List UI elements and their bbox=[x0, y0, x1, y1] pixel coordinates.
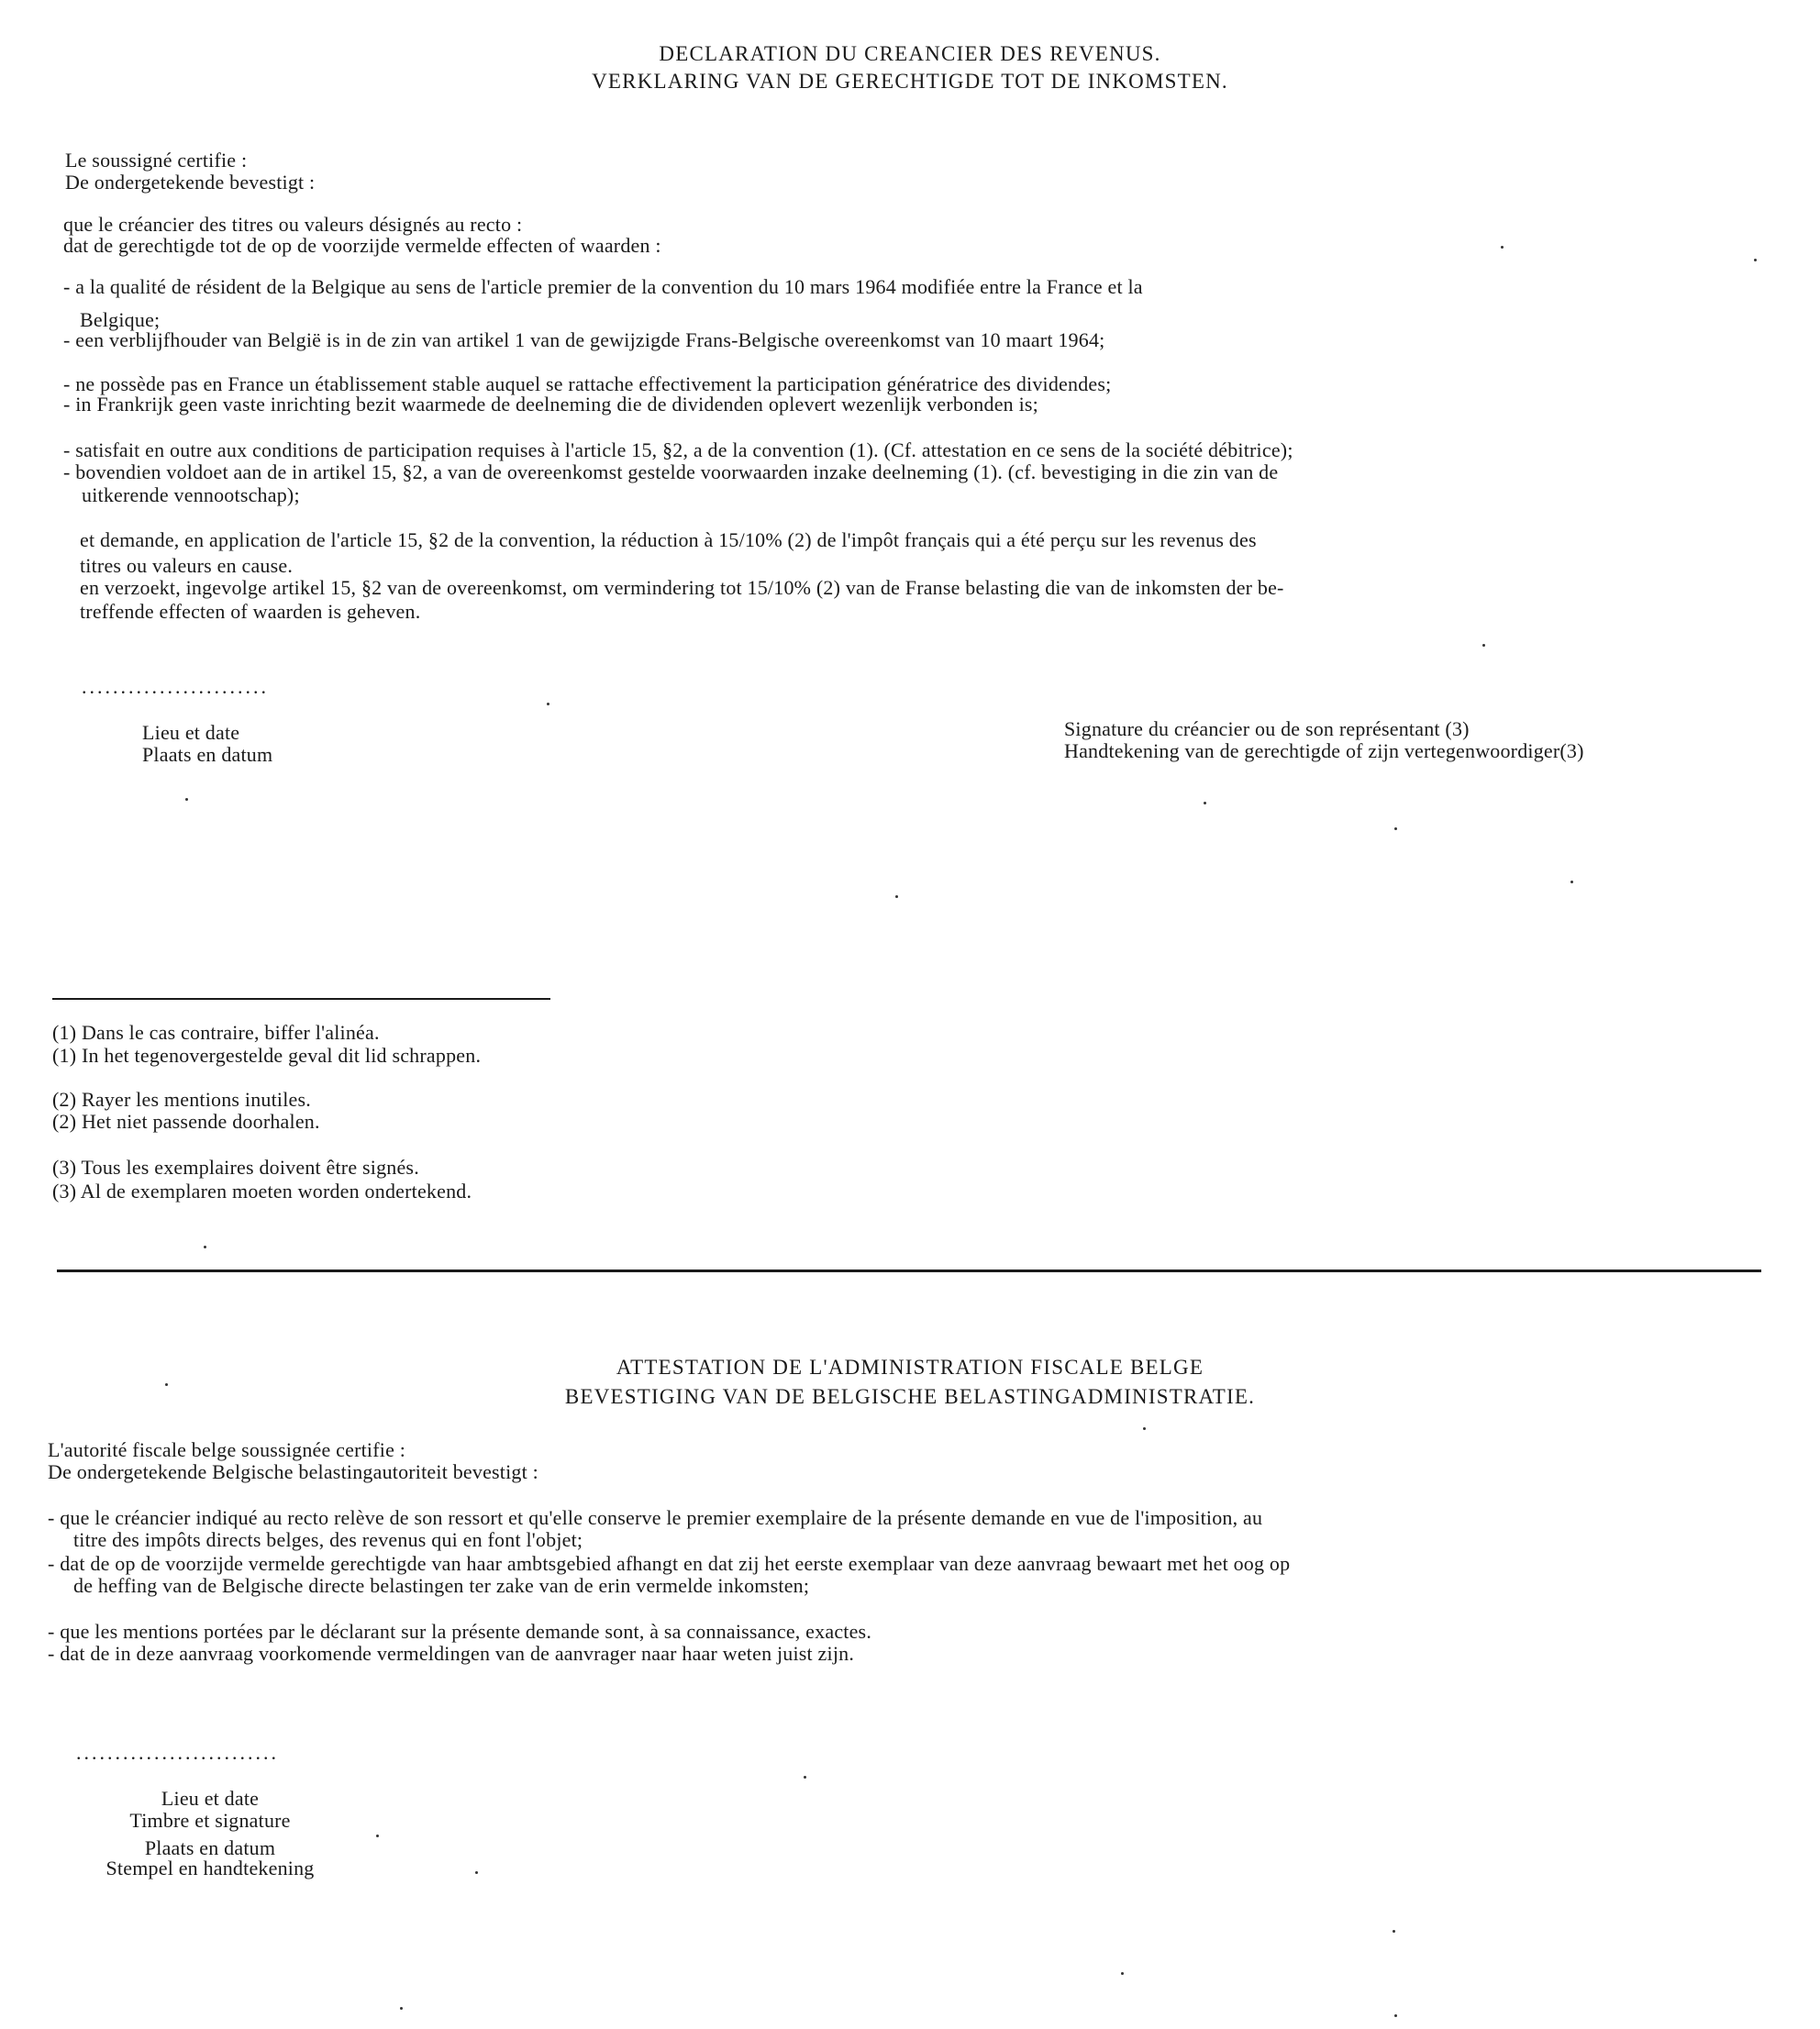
scan-speck bbox=[1143, 1427, 1146, 1430]
footnote-3-fr: (3) Tous les exemplaires doivent être signés. bbox=[52, 1156, 419, 1179]
scan-speck bbox=[1393, 1930, 1395, 1933]
attestation-intro-nl: De ondergetekende Belgische belastingautoriteit bevestigt : bbox=[48, 1460, 538, 1483]
scan-speck bbox=[185, 798, 188, 801]
attestation-place-date-fr: Lieu et date bbox=[161, 1787, 260, 1810]
item2-fr: - ne possède pas en France un établissement stable auquel se rattache effectivement la participation génératrice des dividendes; bbox=[63, 372, 1112, 395]
scan-speck bbox=[1394, 827, 1397, 830]
creditor-fr: que le créancier des titres ou valeurs désignés au recto : bbox=[63, 213, 523, 236]
request-fr-line1: et demande, en application de l'article 15, §2 de la convention, la réduction à 15/10% (2) de l'impôt français qui a été perçu sur les revenus des bbox=[80, 528, 1257, 551]
scan-speck bbox=[165, 1383, 168, 1386]
attestation-title-fr: ATTESTATION DE L'ADMINISTRATION FISCALE BELGE bbox=[616, 1356, 1204, 1379]
item2-nl: - in Frankrijk geen vaste inrichting bezit waarmede de deelneming die de dividenden oplevert wezenlijk verbonden is; bbox=[63, 393, 1038, 416]
request-nl-line2: treffende effecten of waarden is geheven. bbox=[80, 600, 421, 623]
declaration-title-fr: DECLARATION DU CREANCIER DES REVENUS. bbox=[659, 42, 1161, 65]
scan-speck bbox=[475, 1871, 478, 1874]
place-date-label-nl: Plaats en datum bbox=[142, 743, 273, 766]
scan-speck bbox=[400, 2007, 403, 2010]
footnote-2-nl: (2) Het niet passende doorhalen. bbox=[52, 1110, 320, 1133]
declaration-title-nl: VERKLARING VAN DE GERECHTIGDE TOT DE INKOMSTEN. bbox=[592, 70, 1228, 93]
attestation-intro-fr: L'autorité fiscale belge soussignée certifie : bbox=[48, 1438, 406, 1461]
attestation-item2-fr: - que les mentions portées par le déclarant sur la présente demande sont, à sa connaissance, exactes. bbox=[48, 1620, 872, 1643]
scan-speck bbox=[1204, 802, 1206, 804]
item3-nl-line2: uitkerende vennootschap); bbox=[82, 483, 300, 506]
attestation-item1-fr-line2: titre des impôts directs belges, des revenus qui en font l'objet; bbox=[73, 1528, 583, 1551]
section-divider bbox=[57, 1270, 1761, 1272]
attestation-item1-fr-line1: - que le créancier indiqué au recto relève de son ressort et qu'elle conserve le premier exemplaire de la présente demande en vue de l'imposition, au bbox=[48, 1506, 1263, 1529]
scan-speck bbox=[376, 1835, 379, 1837]
signature-label-fr: Signature du créancier ou de son représentant (3) bbox=[1064, 717, 1470, 740]
scan-speck bbox=[1394, 2014, 1397, 2017]
item3-nl-line1: - bovendien voldoet aan de in artikel 15, §2, a van de overeenkomst gestelde voorwaarden inzake deelneming (1). (cf. bevestiging in die zin van de bbox=[63, 460, 1279, 483]
attestation-dotted-line[interactable]: .......................... bbox=[76, 1741, 279, 1764]
attestation-stamp-nl: Stempel en handtekening bbox=[105, 1857, 315, 1879]
item1-fr-line1: - a la qualité de résident de la Belgique au sens de l'article premier de la convention du 10 mars 1964 modifiée entre la France et la bbox=[63, 275, 1143, 298]
footnote-1-fr: (1) Dans le cas contraire, biffer l'alinéa. bbox=[52, 1021, 380, 1044]
scan-speck bbox=[1570, 881, 1573, 883]
scan-speck bbox=[1482, 644, 1485, 647]
attestation-stamp-fr: Timbre et signature bbox=[129, 1809, 291, 1832]
attestation-item1-nl-line1: - dat de op de voorzijde vermelde gerechtigde van haar ambtsgebied afhangt en dat zij het eerste exemplaar van deze aanvraag bewaart met het oog op bbox=[48, 1552, 1291, 1575]
intro-fr: Le soussigné certifie : bbox=[65, 149, 248, 172]
item1-fr-line2: Belgique; bbox=[80, 308, 161, 331]
place-date-dotted-line[interactable]: ........................ bbox=[82, 675, 269, 698]
scan-speck bbox=[1754, 259, 1757, 261]
creditor-nl: dat de gerechtigde tot de op de voorzijde vermelde effecten of waarden : bbox=[63, 234, 661, 257]
footnote-1-nl: (1) In het tegenovergestelde geval dit lid schrappen. bbox=[52, 1044, 482, 1067]
request-fr-line2: titres ou valeurs en cause. bbox=[80, 554, 294, 577]
scan-speck bbox=[547, 703, 549, 705]
item3-fr: - satisfait en outre aux conditions de participation requises à l'article 15, §2, a de la convention (1). (Cf. attestation en ce sens de la société débitrice); bbox=[63, 438, 1293, 461]
attestation-item2-nl: - dat de in deze aanvraag voorkomende vermeldingen van de aanvrager naar haar weten juist zijn. bbox=[48, 1642, 855, 1665]
scan-speck bbox=[204, 1246, 206, 1248]
signature-label-nl: Handtekening van de gerechtigde of zijn vertegenwoordiger(3) bbox=[1064, 739, 1584, 762]
place-date-label-fr: Lieu et date bbox=[142, 721, 240, 744]
scan-speck bbox=[1121, 1972, 1124, 1975]
attestation-place-date-nl: Plaats en datum bbox=[144, 1836, 276, 1859]
attestation-item1-nl-line2: de heffing van de Belgische directe belastingen ter zake van de erin vermelde inkomsten; bbox=[73, 1574, 810, 1597]
item1-nl: - een verblijfhouder van België is in de zin van artikel 1 van de gewijzigde Frans-Belgische overeenkomst van 10 maart 1964; bbox=[63, 328, 1105, 351]
footnote-divider bbox=[52, 998, 550, 1000]
scan-speck bbox=[804, 1776, 806, 1779]
scan-speck bbox=[1501, 246, 1504, 249]
intro-nl: De ondergetekende bevestigt : bbox=[65, 171, 316, 194]
attestation-title-nl: BEVESTIGING VAN DE BELGISCHE BELASTINGADMINISTRATIE. bbox=[564, 1385, 1256, 1408]
request-nl-line1: en verzoekt, ingevolge artikel 15, §2 van de overeenkomst, om vermindering tot 15/10% (2) van de Franse belasting die van de inkomsten der be- bbox=[80, 576, 1284, 599]
footnote-3-nl: (3) Al de exemplaren moeten worden ondertekend. bbox=[52, 1180, 472, 1203]
footnote-2-fr: (2) Rayer les mentions inutiles. bbox=[52, 1088, 311, 1111]
scan-speck bbox=[895, 895, 898, 898]
